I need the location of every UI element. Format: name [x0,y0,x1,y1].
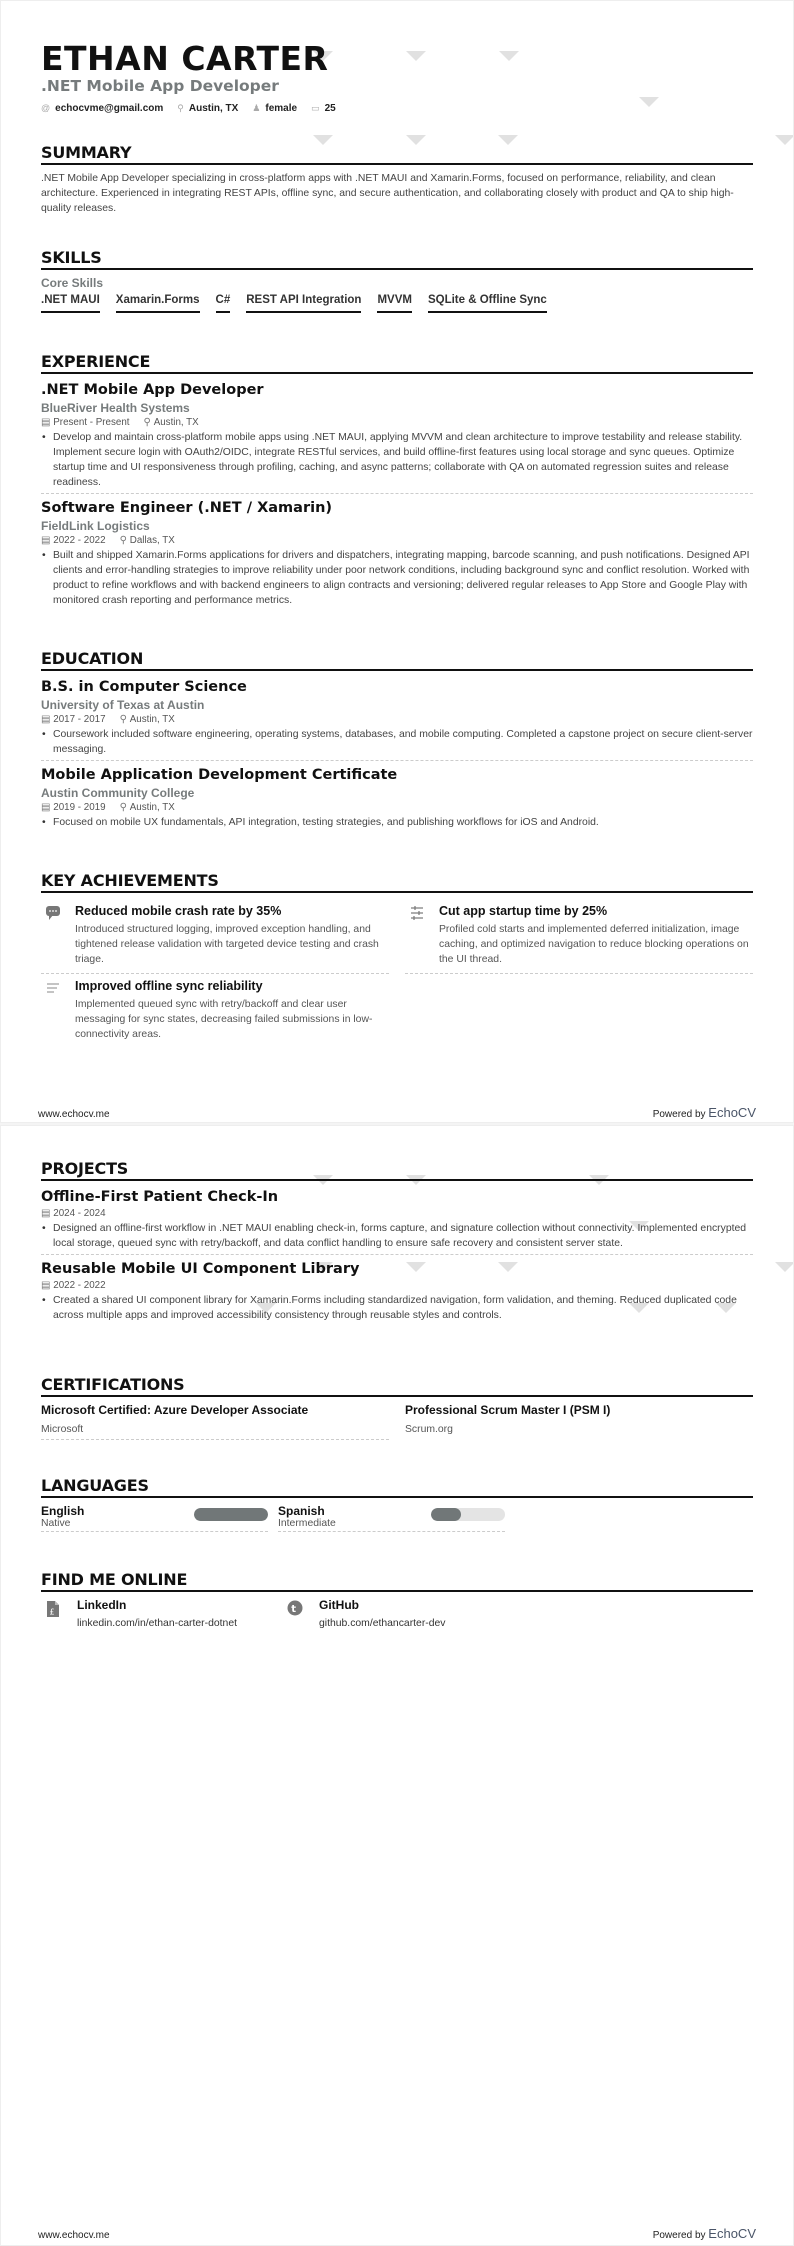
achievement-item [405,899,753,974]
section-heading: EDUCATION [41,649,753,671]
achievement-title: Reduced mobile crash rate by 35% [75,904,282,918]
footer-site-link[interactable]: www.echocv.me [38,1109,110,1120]
contact-location: ⚲ Austin, TX [177,103,239,114]
proficiency-bar [194,1508,268,1521]
entry-bullet: • Develop and maintain cross-platform mobile apps using .NET MAUI, applying MVVM and clean architecture to improve testability and release stability. Implement secure login with OAuth2/OIDC, integrate RESTful services, and build offline-first features using local storage and sync queues. Optimize startup time and UI responsiveness through profiling, caching, and async patterns; collaborate with QA on automated regression suites and release readiness. [53,430,753,490]
language-name: Spanish [278,1504,325,1518]
footer-powered-by: Powered by EchoCV [652,1105,756,1120]
project-title: Reusable Mobile UI Component Library [41,1261,360,1277]
certification-title: Professional Scrum Master I (PSM I) [405,1403,611,1417]
location-pin-icon: ⚲ [143,417,151,428]
calendar-icon: ▤ [41,714,51,725]
chat-bubble-icon [41,904,65,967]
online-url[interactable]: linkedin.com/in/ethan-carter-dotnet [77,1618,237,1629]
language-item [278,1504,505,1532]
section-heading: LANGUAGES [41,1476,753,1498]
github-icon [283,1598,307,1618]
section-heading: EXPERIENCE [41,352,753,374]
linkedin-icon [41,1598,65,1618]
resume-header [41,41,753,114]
entry-bullet: • Focused on mobile UX fundamentals, API integration, testing strategies, and publishing workflows for iOS and Android. [53,815,753,830]
resume-page-2 [0,1125,794,2246]
job-title: .NET Mobile App Developer [41,382,264,398]
experience-entry [41,380,753,494]
achievement-desc: Implemented queued sync with retry/backoff and clear user messaging for sync states, decreasing failed submissions in low-connectivity areas. [75,999,373,1040]
school-name: University of Texas at Austin [41,698,205,712]
achievements-grid [41,899,753,1048]
location-pin-icon: ⚲ [119,802,127,813]
summary-section [41,143,753,216]
company-name: BlueRiver Health Systems [41,401,190,415]
entry-bullet: • Designed an offline-first workflow in .NET MAUI enabling check-in, forms capture, and signature collection without connectivity. Implemented encrypted local storage, queued sync with retry/backoff, and data conflict handling to ensure safe recovery and consistent server state. [53,1221,753,1251]
achievement-item [41,974,389,1048]
contact-list [41,103,753,114]
skill-tag: REST API Integration [246,294,361,313]
achievements-section [41,871,753,1048]
certification-item [41,1403,389,1440]
school-name: Austin Community College [41,786,195,800]
section-heading: FIND ME ONLINE [41,1570,753,1592]
page-footer [38,2226,756,2241]
section-heading: SUMMARY [41,143,753,165]
entry-meta: ▤ 2022 - 2022 ⚲ Dallas, TX [41,535,175,546]
entry-meta: ▤ 2024 - 2024 [41,1208,106,1219]
degree-title: B.S. in Computer Science [41,679,247,695]
achievement-item [41,899,389,974]
language-level: Intermediate [278,1518,336,1529]
project-entry [41,1259,753,1326]
location-pin-icon: ⚲ [119,714,127,725]
skills-list [41,294,753,313]
brand-logo: EchoCV [708,2226,756,2241]
decorative-triangle-icon [775,135,794,145]
skill-tag: Xamarin.Forms [116,294,200,313]
decorative-triangle-icon [775,1262,794,1272]
entry-meta: ▤ 2022 - 2022 [41,1280,106,1291]
location-pin-icon: ⚲ [119,535,127,546]
certifications-section [41,1375,753,1440]
svg-text:t: t [291,1604,297,1615]
skill-tag: MVVM [377,294,412,313]
section-heading: SKILLS [41,248,753,270]
education-entry [41,765,753,833]
proficiency-bar-fill [431,1508,461,1521]
company-name: FieldLink Logistics [41,519,150,533]
section-heading: PROJECTS [41,1159,753,1181]
entry-meta: ▤ 2017 - 2017 ⚲ Austin, TX [41,714,175,725]
calendar-icon: ▤ [41,417,51,428]
certification-item [405,1403,753,1440]
calendar-icon: ▤ [41,1280,51,1291]
skill-tag: C# [216,294,231,313]
education-section [41,649,753,837]
at-icon: @ [41,103,51,113]
online-url[interactable]: github.com/ethancarter-dev [319,1618,446,1629]
certifications-grid [41,1403,753,1440]
achievement-title: Improved offline sync reliability [75,979,263,993]
person-icon: ♟ [252,103,261,113]
calendar-icon: ▤ [41,535,51,546]
skill-tag: SQLite & Offline Sync [428,294,547,313]
online-item-github[interactable] [283,1598,525,1629]
brand-logo: EchoCV [708,1105,756,1120]
entry-bullet: • Created a shared UI component library for Xamarin.Forms including standardized navigation, form validation, and theming. Reduced duplicated code across multiple apps and improved accessibility consistency through reusable styles and controls. [53,1293,753,1323]
online-label: LinkedIn [77,1598,127,1612]
languages-list [41,1504,753,1532]
language-level: Native [41,1518,71,1529]
experience-section [41,352,753,615]
calendar-icon: ▤ [41,802,51,813]
calendar-icon: ▭ [311,103,320,113]
experience-entry [41,498,753,611]
online-label: GitHub [319,1598,359,1612]
certification-title: Microsoft Certified: Azure Developer Associate [41,1403,309,1417]
skills-group-label: Core Skills [41,276,104,290]
skill-tag: .NET MAUI [41,294,100,313]
summary-text: .NET Mobile App Developer specializing in cross-platform apps with .NET MAUI and Xamarin.Forms, focused on performance, reliability, and clean architecture. Experienced in integrating REST APIs, offline sync, and secure authentication, and collaborating closely with product and QA to ship high-quality releases. [41,173,734,214]
entry-bullet: • Built and shipped Xamarin.Forms applications for drivers and dispatchers, integrating mapping, barcode scanning, and push notifications. Designed API clients and error-handling strategies to improve reliability under poor network conditions, including background sync and conflict resolution. Worked with product to refine workflows and with backend engineers to align contracts and versioning; delivered regular releases to App Store and Google Play with monitored crash reporting and performance metrics. [53,548,753,608]
candidate-title: .NET Mobile App Developer [41,77,279,95]
language-item [41,1504,268,1532]
projects-section [41,1159,753,1330]
calendar-icon: ▤ [41,1208,51,1219]
online-list [41,1598,753,1629]
language-name: English [41,1504,85,1518]
project-entry [41,1187,753,1255]
footer-powered-by: Powered by EchoCV [652,2226,756,2241]
languages-section [41,1476,753,1532]
degree-title: Mobile Application Development Certificate [41,767,398,783]
entry-meta: ▤ 2019 - 2019 ⚲ Austin, TX [41,802,175,813]
achievement-title: Cut app startup time by 25% [439,904,608,918]
contact-age: ▭ 25 [311,103,336,114]
job-title: Software Engineer (.NET / Xamarin) [41,500,333,516]
contact-gender: ♟ female [252,103,298,114]
contact-email[interactable]: @ echocvme@gmail.com [41,103,164,114]
achievement-desc: Introduced structured logging, improved exception handling, and tightened release validation with targeted device testing and crash triage. [75,924,379,965]
footer-site-link[interactable]: www.echocv.me [38,2230,110,2241]
proficiency-bar [431,1508,505,1521]
section-heading: CERTIFICATIONS [41,1375,753,1397]
entry-meta: ▤ Present - Present ⚲ Austin, TX [41,417,199,428]
proficiency-bar-fill [194,1508,268,1521]
sliders-icon [405,904,429,967]
skills-section [41,248,753,313]
project-title: Offline-First Patient Check-In [41,1189,279,1205]
section-heading: KEY ACHIEVEMENTS [41,871,753,893]
certification-issuer: Microsoft [41,1424,84,1435]
lines-icon [41,979,65,1042]
candidate-name: ETHAN CARTER [41,39,329,78]
location-pin-icon: ⚲ [177,103,184,113]
certification-issuer: Scrum.org [405,1424,453,1435]
online-item-linkedin[interactable] [41,1598,283,1629]
svg-text:£: £ [49,1607,55,1617]
achievement-desc: Profiled cold starts and implemented deferred initialization, image caching, and optimized navigation to reduce blocking operations on the UI thread. [439,924,749,965]
online-section [41,1570,753,1629]
page-footer [38,1105,756,1120]
entry-bullet: • Coursework included software engineering, operating systems, databases, and mobile computing. Completed a capstone project on secure client-server messaging. [53,727,753,757]
education-entry [41,677,753,761]
